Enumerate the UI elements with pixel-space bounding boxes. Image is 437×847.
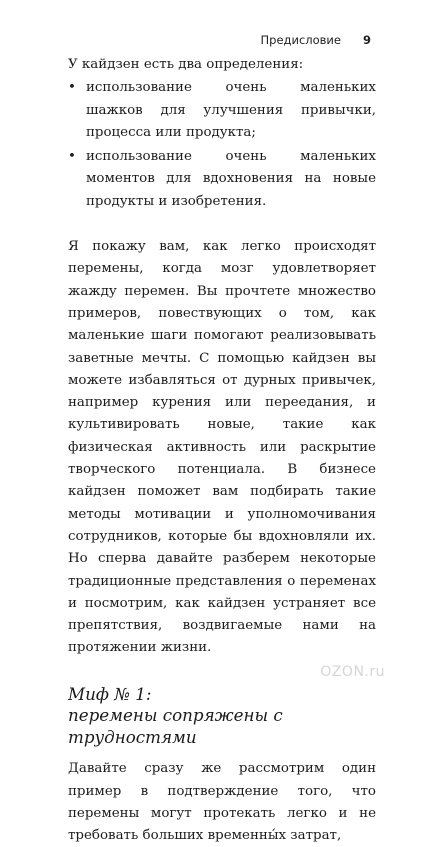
section-heading-line2: перемены сопряжены с трудностями [68, 705, 283, 747]
list-item [68, 146, 376, 213]
bullet-icon: • [68, 80, 76, 96]
section-heading-line1: Миф № 1: [68, 683, 152, 704]
section-heading [68, 684, 376, 749]
definitions-lead: У кайдзен есть два определения: [68, 57, 304, 72]
definition-text: использование очень маленьких шажков для улучшения привычки, процесса или продукта; [86, 80, 376, 140]
definitions-list [68, 77, 376, 213]
page-body [68, 54, 376, 847]
body-paragraph: Давайте сразу же рассмотрим один пример в подтверждение того, что перемены могут протекать легко и не требовать больших временны́х затрат, [68, 761, 376, 844]
watermark-logo: OZON.ru [320, 664, 385, 680]
running-header-title: Предисловие [260, 33, 341, 47]
bullet-icon: • [68, 149, 76, 165]
list-item [68, 77, 376, 144]
running-header [261, 33, 372, 47]
body-paragraph: Я покажу вам, как легко происходят перемены, когда мозг удовлетворяет жажду перемен. Вы прочтете множество примеров, повествующих о том, как маленькие шаги помогают реализовывать заветные мечты. С помощью кайдзен вы можете избавляться от дурных привычек, например курения или переедания, и культивировать новые, такие как физическая активность или раскрытие творческого потенциала. В бизнесе кайдзен поможет вам подбирать такие методы мотивации и уполномочивания сотрудников, которые бы вдохновляли их. Но сперва давайте разберем некоторые традиционные представления о переменах и посмотрим, как кайдзен устраняет все препятствия, воздвигаемые нами на протяжении жизни. [68, 239, 376, 656]
page-number: 9 [362, 33, 371, 47]
definition-text: использование очень маленьких моментов для вдохновения на новые продукты и изобретения. [86, 149, 376, 209]
